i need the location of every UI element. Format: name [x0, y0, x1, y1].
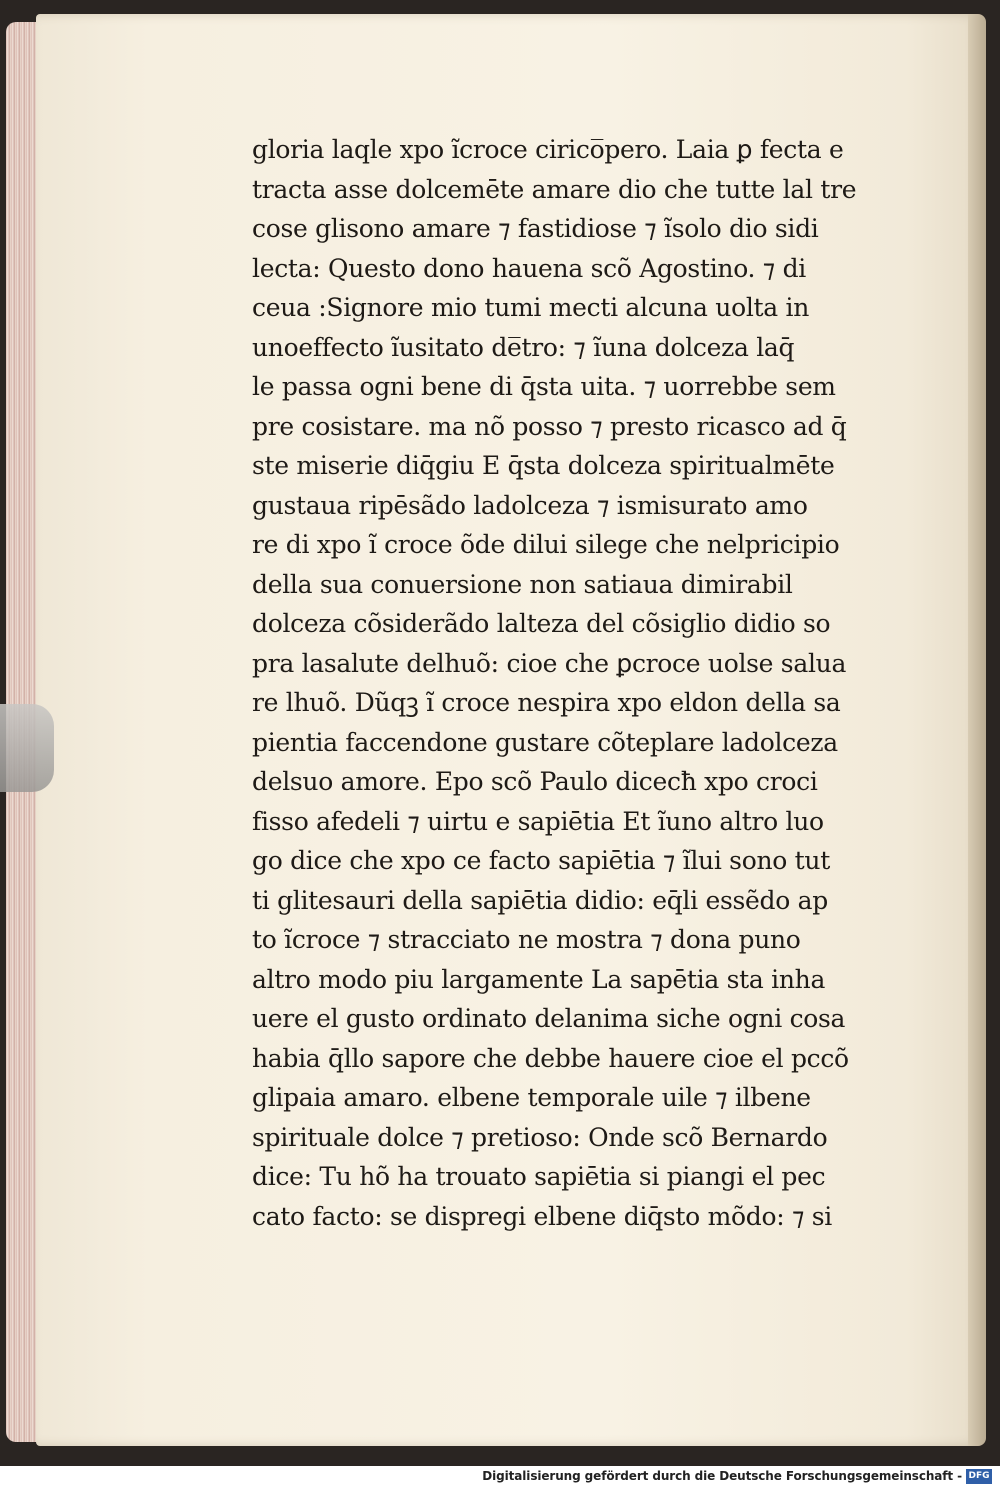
text-line: gloria laqle xpo ĩcroce cirico̅pero. Laia ꝑ fecta e: [252, 135, 844, 164]
book-clip: [0, 704, 54, 792]
text-line: unoeffecto ĩusitato de̅tro: ⁊ ĩuna dolceza laq̄: [252, 332, 795, 362]
text-line: altro modo piu largamente La sapētia sta inha: [252, 964, 826, 994]
text-line: tracta asse dolcemēte amare dio che tutte lal tre: [252, 174, 857, 204]
text-line: pra lasalute delhuõ: cioe che ꝑcroce uolse salua: [252, 648, 847, 678]
text-line: ste miserie diq̄giu E q̄sta dolceza spiritualmēte: [252, 451, 835, 480]
text-line: to ĩcroce ⁊ stracciato ne mostra ⁊ dona puno: [252, 925, 801, 954]
text-line: ceua :Signore mio tumi mecti alcuna uolta in: [252, 293, 810, 322]
text-line: dolceza cõsiderãdo lalteza del cõsiglio didio so: [252, 609, 831, 638]
text-line: lecta: Questo dono hauena scõ Agostino. ⁊ di: [252, 253, 806, 283]
funding-credit: Digitalisierung gefördert durch die Deutsche Forschungsgemeinschaft -: [482, 1469, 962, 1483]
text-line: le passa ogni bene di q̄sta uita. ⁊ uorrebbe sem: [252, 372, 836, 401]
text-line: habia q̄llo sapore che debbe hauere cioe el pccõ: [252, 1043, 849, 1073]
text-line: ti glitesauri della sapiētia didio: eq̄li essẽdo ap: [252, 885, 828, 915]
text-line: glipaia amaro. elbene temporale uile ⁊ ilbene: [252, 1083, 811, 1112]
text-line: pre cosistare. ma nõ posso ⁊ presto ricasco ad q̄: [252, 411, 847, 441]
text-line: go dice che xpo ce facto sapiētia ⁊ ĩlui sono tut: [252, 846, 830, 875]
text-line: spirituale dolce ⁊ pretioso: Onde scõ Bernardo: [252, 1122, 828, 1152]
text-line: re di xpo ĩ croce õde dilui silege che nelpricipio: [252, 530, 840, 559]
text-line: delsuo amore. Epo scõ Paulo dicecħ xpo croci: [252, 767, 818, 796]
printed-text-block: [252, 130, 872, 1236]
text-line: della sua conuersione non satiaua dimirabil: [252, 569, 793, 599]
text-line: pientia faccendone gustare cõteplare ladolceza: [252, 727, 838, 757]
text-line: re lhuõ. Dũqꝫ ĩ croce nespira xpo eldon della sa: [252, 688, 841, 717]
text-line: cato facto: se dispregi elbene diq̄sto mõdo: ⁊ si: [252, 1201, 832, 1231]
dfg-logo: DFG: [966, 1469, 992, 1484]
text-line: cose glisono amare ⁊ fastidiose ⁊ ĩsolo dio sidi: [252, 214, 819, 243]
text-line: dice: Tu hõ ha trouato sapiētia si piangi el pec: [252, 1162, 826, 1191]
page-gutter-edge: [968, 14, 986, 1446]
text-line: uere el gusto ordinato delanima siche ogni cosa: [252, 1004, 846, 1033]
text-line: gustaua ripēsãdo ladolceza ⁊ ismisurato amo: [252, 490, 808, 520]
text-line: fisso afedeli ⁊ uirtu e sapiētia Et ĩuno altro luo: [252, 806, 824, 836]
footer-bar: [0, 1466, 1000, 1489]
